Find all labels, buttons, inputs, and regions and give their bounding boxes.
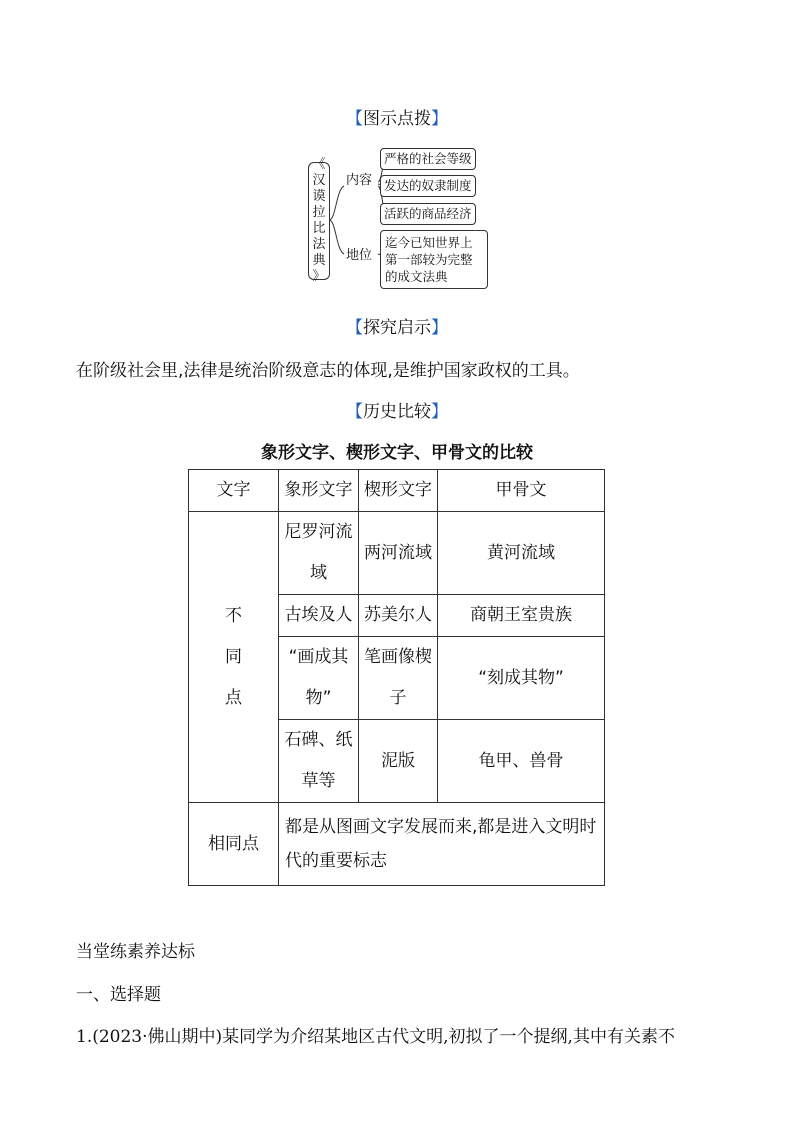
content-item: 活跃的商品经济 xyxy=(380,203,476,225)
diff-label-cell: 不 同 点 xyxy=(189,512,279,803)
bracket-open: 【 xyxy=(346,109,363,129)
section-title-inquiry: 【探究启示】 xyxy=(346,318,448,338)
header-cell: 甲骨文 xyxy=(438,470,605,512)
position-item: 迄今已知世界上第一部较为完整的成文法典 xyxy=(380,230,488,289)
table-cell: 石碑、纸草等 xyxy=(279,720,359,803)
table-title: 象形文字、楔形文字、甲骨文的比较 xyxy=(261,443,533,463)
table-cell: 苏美尔人 xyxy=(359,595,438,637)
header-cell: 象形文字 xyxy=(279,470,359,512)
content-item: 发达的奴隶制度 xyxy=(380,175,476,197)
table-cell: 两河流域 xyxy=(359,512,438,595)
table-row xyxy=(189,512,605,595)
choice-heading: 一、选择题 xyxy=(76,985,161,1005)
root-node-law-code: 《 汉 谟 拉 比 法 典 》 xyxy=(308,162,330,280)
question-1: 1.(2023·佛山期中)某同学为介绍某地区古代文明,初拟了一个提纲,其中有关素不 xyxy=(76,1027,675,1047)
branch-content: 内容 xyxy=(346,173,373,188)
table-cell: 尼罗河流域 xyxy=(279,512,359,595)
header-cell: 文字 xyxy=(189,470,279,512)
concept-diagram xyxy=(300,152,500,292)
same-label-cell: 相同点 xyxy=(189,803,279,886)
table-cell: 泥版 xyxy=(359,720,438,803)
section-title-diagram xyxy=(0,104,794,129)
section-label: 探究启示 xyxy=(363,318,431,338)
table-cell: “刻成其物” xyxy=(438,637,605,720)
table-cell: 笔画像楔子 xyxy=(359,637,438,720)
practice-heading: 当堂练素养达标 xyxy=(76,942,195,962)
section-title-compare: 【历史比较】 xyxy=(346,402,448,422)
header-cell: 楔形文字 xyxy=(359,470,438,512)
table-cell: “画成其物” xyxy=(279,637,359,720)
table-cell: 黄河流域 xyxy=(438,512,605,595)
table-cell: 龟甲、兽骨 xyxy=(438,720,605,803)
bracket-close: 】 xyxy=(431,109,448,129)
section-label: 图示点拨 xyxy=(363,109,431,129)
table-cell: 商朝王室贵族 xyxy=(438,595,605,637)
table-header-row xyxy=(189,470,605,512)
table-cell: 古埃及人 xyxy=(279,595,359,637)
same-text-cell: 都是从图画文字发展而来,都是进入文明时代的重要标志 xyxy=(279,803,605,886)
inquiry-text: 在阶级社会里,法律是统治阶级意志的体现,是维护国家政权的工具。 xyxy=(76,361,580,381)
comparison-table xyxy=(188,469,605,886)
content-item: 严格的社会等级 xyxy=(380,148,476,170)
table-row xyxy=(189,803,605,886)
branch-position: 地位 xyxy=(346,248,373,263)
section-label: 历史比较 xyxy=(363,402,431,422)
